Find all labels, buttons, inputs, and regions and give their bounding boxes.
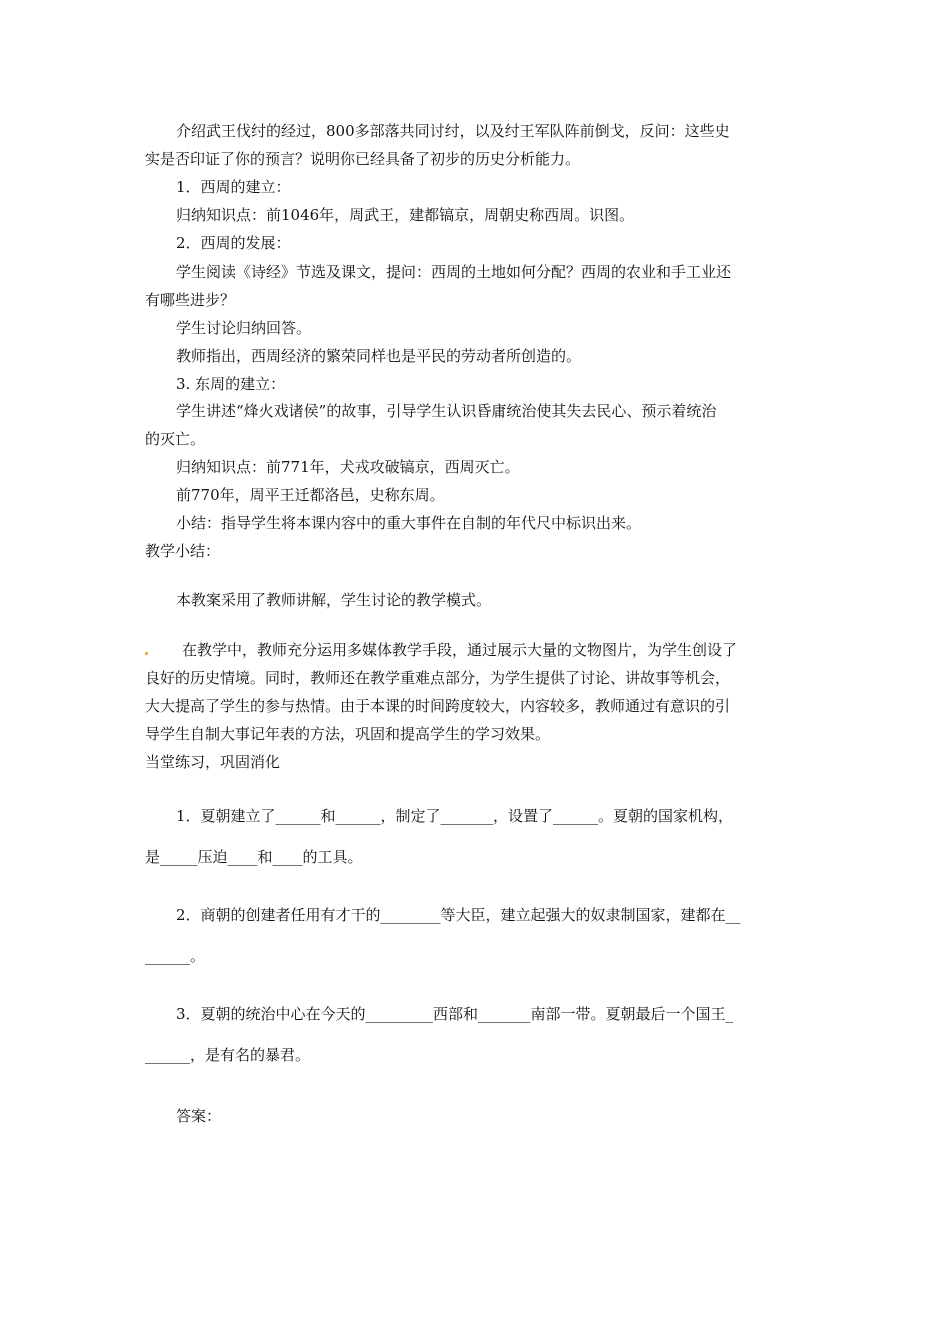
teaching-summary-p2-line-2: 良好的历史情境。同时，教师还在教学重难点部分，为学生提供了讨论、讲故事等机会， — [145, 669, 731, 687]
exercise-1-line-1: 1．夏朝建立了______和______，制定了_______，设置了______。夏朝的国家机构， — [176, 807, 734, 825]
answer-label: 答案： — [176, 1107, 222, 1125]
teaching-summary-p2-line-4: 导学生自制大事记年表的方法，巩固和提高学生的学习效果。 — [145, 725, 551, 743]
paragraph-marker — [145, 652, 148, 655]
section-3-point-1: 归纳知识点：前771年，犬戎攻破镐京，西周灭亡。 — [176, 458, 520, 476]
section-1-heading: 1．西周的建立： — [176, 178, 291, 196]
exercise-2-line-2: ______。 — [145, 947, 206, 965]
section-2-heading: 2．西周的发展： — [176, 234, 291, 252]
section-3-point-2: 前770年，周平王迁都洛邑，史称东周。 — [176, 486, 445, 504]
intro-line-2: 实是否印证了你的预言？说明你已经具备了初步的历史分析能力。 — [145, 150, 581, 168]
teaching-summary-p2-line-3: 大大提高了学生的参与热情。由于本课的时间跨度较大，内容较多，教师通过有意识的引 — [145, 697, 731, 715]
exercise-3-line-2: ______，是有名的暴君。 — [145, 1046, 311, 1064]
intro-line-1: 介绍武王伐纣的经过，800多部落共同讨纣，以及纣王军队阵前倒戈，反问：这些史 — [176, 122, 730, 140]
exercise-3-line-1: 3．夏朝的统治中心在今天的_________西部和_______南部一带。夏朝最后一个国王_ — [176, 1005, 734, 1023]
teaching-summary-heading: 教学小结： — [145, 542, 221, 560]
section-3-story-line-1: 学生讲述“烽火戏诸侯”的故事，引导学生认识昏庸统治使其失去民心、预示着统治 — [176, 402, 717, 420]
teaching-summary-paragraph-1: 本教案采用了教师讲解，学生讨论的教学模式。 — [176, 591, 492, 609]
exercise-2-line-1: 2．商朝的创建者任用有才干的________等大臣，建立起强大的奴隶制国家，建都在__ — [176, 906, 741, 924]
section-2-question-line-2: 有哪些进步？ — [145, 291, 236, 309]
section-3-story-line-2: 的灭亡。 — [145, 430, 206, 448]
section-3-heading: 3. 东周的建立： — [176, 375, 286, 393]
exercise-1-line-2: 是_____压迫____和____的工具。 — [145, 848, 363, 866]
section-1-point: 归纳知识点：前1046年，周武王，建都镐京，周朝史称西周。识图。 — [176, 206, 635, 224]
section-2-question-line-1: 学生阅读《诗经》节选及课文，提问：西周的土地如何分配？西周的农业和手工业还 — [176, 263, 732, 281]
exercises-heading: 当堂练习，巩固消化 — [145, 753, 281, 771]
section-2-discussion: 学生讨论归纳回答。 — [176, 319, 312, 337]
lesson-summary: 小结：指导学生将本课内容中的重大事件在自制的年代尺中标识出来。 — [176, 514, 642, 532]
section-2-teacher-note: 教师指出，西周经济的繁荣同样也是平民的劳动者所创造的。 — [176, 347, 582, 365]
teaching-summary-p2-line-1: 在教学中，教师充分运用多媒体教学手段，通过展示大量的文物图片，为学生创设了 — [182, 641, 738, 659]
